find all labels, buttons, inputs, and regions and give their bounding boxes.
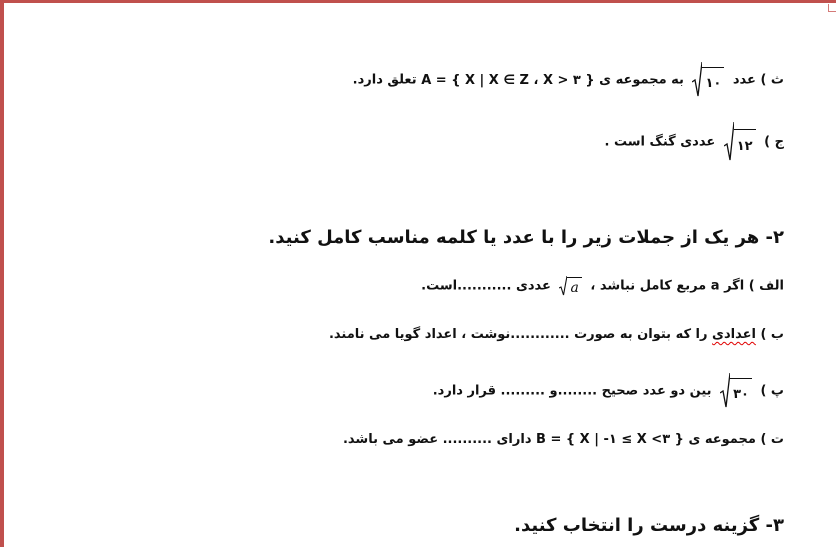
radicand-10: ۱۰ [702,67,724,98]
item-te [343,430,784,450]
item-j-end: عددی گنگ است . [604,134,716,150]
section-2-title: ۲- هر یک از جملات زیر را با عدد یا کلمه مناسب کامل کنید. [268,227,784,248]
section-3-title: ۳- گزینه درست را انتخاب کنید. [514,515,784,536]
radicand-12: ۱۲ [734,129,756,162]
radical-10 [692,62,724,98]
item-be-end: را که بتوان به صورت ............نوشت ، اعداد گویا می نامند. [328,327,708,342]
set-b-definition: B = { X | -۱ ≤ X <۳ } [536,432,684,447]
item-be [329,325,784,345]
radical-sign-icon [720,373,730,409]
radicand-a: a [567,277,581,296]
item-th-end: تعلق دارد. [352,72,417,88]
radical-sign-icon [692,62,702,98]
item-pe-end: بین دو عدد صحیح ........و ......... قرار دارد. [432,383,712,399]
item-pe-label: پ ) [760,383,784,399]
item-te-end: دارای .......... عضو می باشد. [342,432,532,447]
page-top-border [0,0,836,3]
radical-12 [724,122,756,162]
item-te-start: ت ) مجموعه ی [688,432,784,447]
item-j-label: ج ) [764,134,784,150]
item-alef [421,276,784,297]
item-th-label: ث ) عدد [732,72,784,88]
item-th-mid: به مجموعه ی [599,72,684,88]
radical-sign-icon [724,122,734,162]
item-be-label: ب ) [760,327,784,342]
item-j [605,122,784,162]
item-alef-end: عددی ...........است. [421,278,551,294]
item-alef-start: الف ) اگر a مربع کامل نباشد ، [590,278,784,294]
radical-a [559,276,581,296]
page-left-border [0,0,4,547]
radical-30 [720,373,752,409]
spellcheck-word: اعدادی [712,327,756,342]
radical-sign-icon [559,276,567,296]
corner-mark [828,4,836,12]
item-pe [433,373,784,409]
set-a-definition: A = { X | X ∈ Z ، X > ۳ } [421,72,595,88]
radicand-30: ۳۰ [730,378,752,409]
item-th [353,62,784,98]
